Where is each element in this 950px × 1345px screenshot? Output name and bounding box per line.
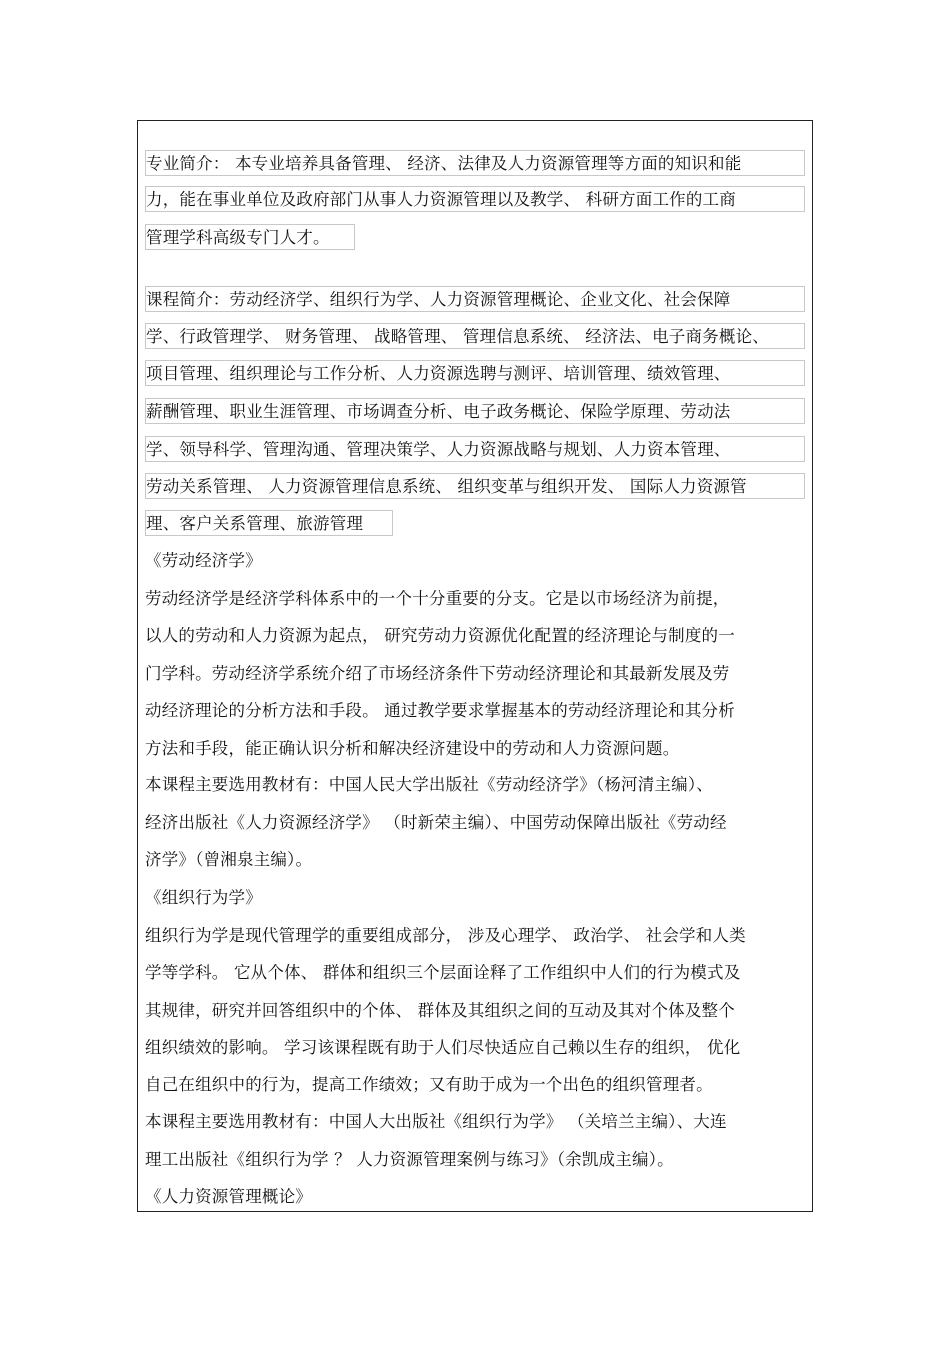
course-intro-line-7: 理、客户关系管理、旅游管理 [145, 510, 393, 536]
course-intro-line-2: 学、行政管理学、 财务管理、 战略管理、 管理信息系统、 经济法、电子商务概论、 [145, 323, 805, 349]
major-intro-line-2: 力，能在事业单位及政府部门从事人力资源管理以及教学、 科研方面工作的工商 [145, 186, 805, 212]
major-intro-line-3: 管理学科高级专门人才。 [145, 224, 355, 250]
hrm-intro-title: 《人力资源管理概论》 [145, 1187, 312, 1206]
labor-econ-textbook-line-2: 经济出版社《人力资源经济学》 （时新荣主编）、中国劳动保障出版社《劳动经 [145, 813, 727, 832]
course-intro-line-1: 课程简介：劳动经济学、组织行为学、人力资源管理概论、企业文化、社会保障 [145, 286, 805, 312]
labor-econ-body-line-1: 劳动经济学是经济学科体系中的一个十分重要的分支。它是以市场经济为前提， [145, 589, 730, 608]
org-behavior-body-line-2: 学等学科。 它从个体、 群体和组织三个层面诠释了工作组织中人们的行为模式及 [145, 963, 741, 982]
org-behavior-textbook-line-2: 理工出版社《组织行为学 ？ 人力资源管理案例与练习》（余凯成主编）。 [145, 1150, 674, 1169]
course-intro-line-3: 项目管理、组织理论与工作分析、人力资源选聘与测评、培训管理、绩效管理、 [145, 360, 805, 386]
course-intro-line-4: 薪酬管理、职业生涯管理、市场调查分析、电子政务概论、保险学原理、劳动法 [145, 398, 805, 424]
labor-econ-body-line-4: 动经济理论的分析方法和手段。 通过教学要求掌握基本的劳动经济理论和其分析 [145, 701, 735, 720]
org-behavior-textbook-line-1: 本课程主要选用教材有：中国人大出版社《组织行为学》 （关培兰主编）、大连 [145, 1112, 727, 1131]
course-intro-line-5: 学、领导科学、管理沟通、管理决策学、人力资源战略与规划、人力资本管理、 [145, 436, 805, 462]
major-intro-line-1: 专业简介： 本专业培养具备管理、 经济、法律及人力资源管理等方面的知识和能 [145, 150, 805, 176]
labor-econ-body-line-5: 方法和手段，能正确认识分析和解决经济建设中的劳动和人力资源问题。 [145, 739, 680, 758]
org-behavior-body-line-4: 组织绩效的影响。 学习该课程既有助于人们尽快适应自己赖以生存的组织， 优化 [145, 1038, 741, 1057]
labor-econ-textbook-line-1: 本课程主要选用教材有：中国人民大学出版社《劳动经济学》（杨河清主编）、 [145, 775, 713, 794]
labor-econ-title: 《劳动经济学》 [145, 551, 262, 570]
org-behavior-title: 《组织行为学》 [145, 888, 262, 907]
labor-econ-body-line-2: 以人的劳动和人力资源为起点， 研究劳动力资源优化配置的经济理论与制度的一 [145, 626, 735, 645]
org-behavior-body-line-3: 其规律，研究并回答组织中的个体、 群体及其组织之间的互动及其对个体及整个 [145, 1001, 735, 1020]
labor-econ-body-line-3: 门学科。劳动经济学系统介绍了市场经济条件下劳动经济理论和其最新发展及劳 [145, 664, 730, 683]
org-behavior-body-line-5: 自己在组织中的行为，提高工作绩效；又有助于成为一个出色的组织管理者。 [145, 1075, 713, 1094]
org-behavior-body-line-1: 组织行为学是现代管理学的重要组成部分， 涉及心理学、 政治学、 社会学和人类 [145, 926, 746, 945]
labor-econ-textbook-line-3: 济学》（曾湘泉主编）。 [145, 850, 313, 869]
course-intro-line-6: 劳动关系管理、 人力资源管理信息系统、 组织变革与组织开发、 国际人力资源管 [145, 473, 805, 499]
